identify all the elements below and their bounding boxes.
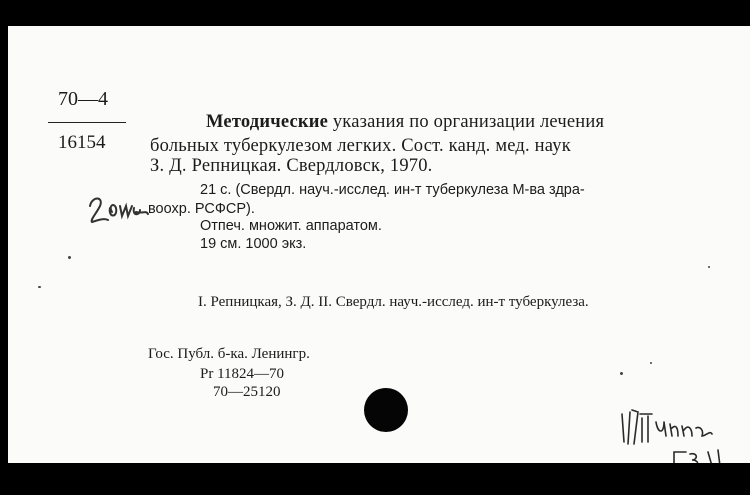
tracings-line: I. Репницкая, З. Д. II. Свердл. науч.-исслед. ин-т туберкулеза. [198,294,589,310]
description-line-2: воохр. РСФСР). [148,201,255,217]
title-line-2: больных туберкулезом легких. Сост. канд. мед. наук [150,136,571,156]
handwritten-mark [86,194,156,228]
description-line-3: Отпеч. множит. аппаратом. [200,218,382,234]
description-line-1: 21 с. (Свердл. науч.-исслед. ин-т туберкулеза М-ва здра- [200,182,585,198]
call-number-bottom: 16154 [58,132,106,153]
title-line-3: З. Д. Репницкая. Свердловск, 1970. [150,156,433,176]
speck [38,286,41,288]
speck [650,362,652,364]
description-line-4: 19 см. 1000 экз. [200,236,307,252]
handwritten-shelf-mark [616,400,746,463]
speck [620,372,623,375]
title-line-1 [206,112,604,133]
speck [68,256,71,259]
speck [708,266,710,268]
title-line-1-rest: указания по организации лечения [328,112,605,132]
library-accession-number: 70—25120 [213,384,281,400]
title-bold-word: Методические [206,112,329,132]
library-record-number: Pr 11824—70 [200,366,285,382]
call-number-top: 70—4 [58,88,108,110]
call-number-rule [48,122,126,123]
catalog-card [8,26,750,463]
library-name: Гос. Публ. б-ка. Ленингр. [148,346,310,362]
punch-hole [364,388,408,432]
